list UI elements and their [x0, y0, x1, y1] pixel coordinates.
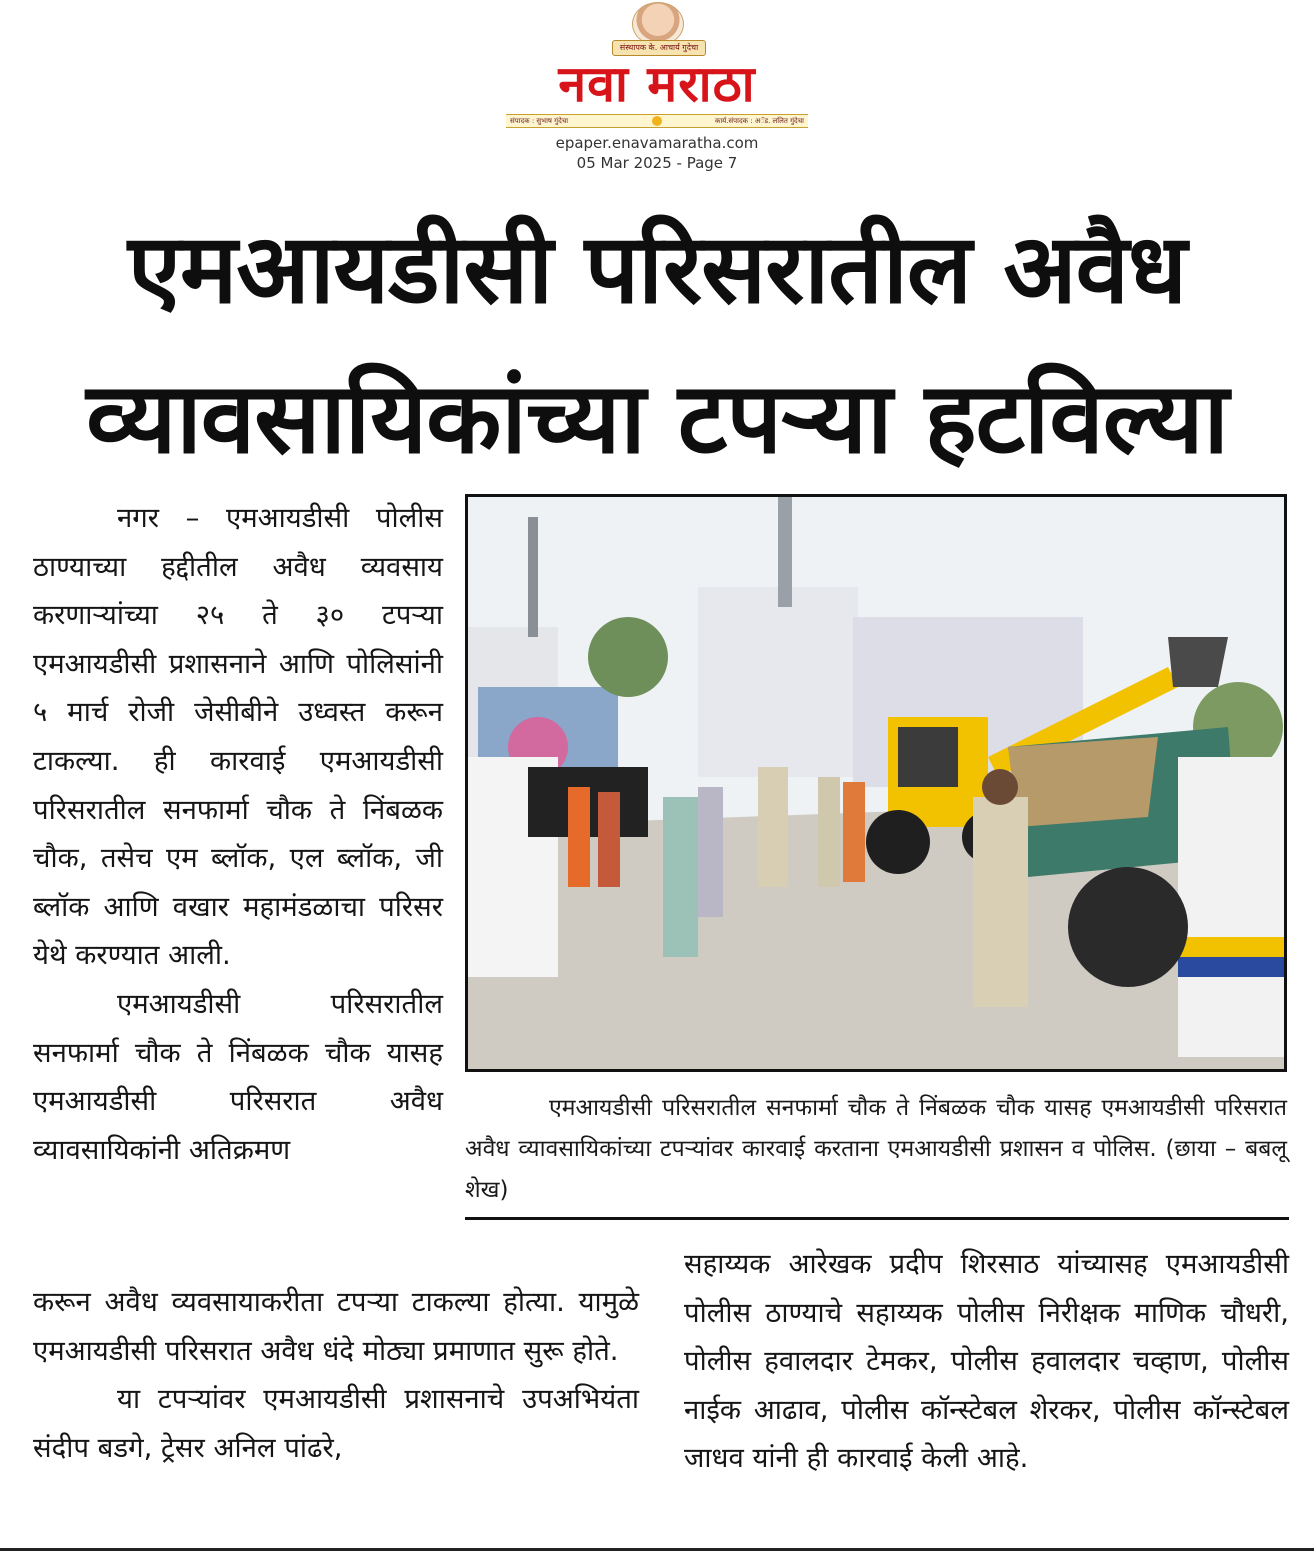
date-page: 05 Mar 2025 - Page 7	[576, 154, 738, 172]
article-column-left	[33, 494, 443, 1174]
article-paragraph-3-left: या टपऱ्यांवर एमआयडीसी प्रशासनाचे उपअभियंता संदीप बडगे, ट्रेसर अनिल पांढरे,	[33, 1383, 639, 1464]
article-paragraph-3-right: सहाय्यक आरेखक प्रदीप शिरसाठ यांच्यासह एमआयडीसी पोलीस ठाण्याचे सहाय्यक पोलीस निरीक्षक माणिक चौधरी, पोलीस हवालदार टेमकर, पोलीस हवालदार चव्हाण, पोलीस नाईक आढाव, पोलीस कॉन्स्टेबल शेरकर, पोलीस कॉन्स्टेबल जाधव यांनी ही कारवाई केली आहे.	[684, 1248, 1289, 1475]
exec-editor-line: कार्य.संपादक : अॅड. ललित गुंदेचा	[714, 117, 804, 125]
article-paragraph-2-bottom: करून अवैध व्यवसायाकरीता टपऱ्या टाकल्या होत्या. यामुळे एमआयडीसी परिसरात अवैध धंदे मोठ्या प्रमाणात सुरू होते.	[33, 1286, 639, 1367]
article-paragraph-2-top: एमआयडीसी परिसरातील सनफार्मा चौक ते निंबळक चौक यासह एमआयडीसी परिसरात अवैध व्यावसायिकांनी अतिक्रमण	[33, 987, 443, 1166]
website-url: epaper.enavamaratha.com	[555, 134, 759, 152]
editor-line: संपादक : सुभाष गुंदेचा	[510, 117, 569, 125]
masthead	[0, 0, 1314, 180]
article-column-bottom-left	[33, 1278, 639, 1472]
caption-divider	[465, 1217, 1289, 1220]
article-paragraph-1: नगर – एमआयडीसी पोलीस ठाण्याच्या हद्दीतील अवैध व्यवसाय करणाऱ्यांच्या २५ ते ३० टपऱ्या एमआयडीसी प्रशासनाने आणि पोलिसांनी ५ मार्च रोजी जेसीबीने उध्वस्त करून टाकल्या. ही कारवाई एमआयडीसी परिसरातील सनफार्मा चौक ते निंबळक चौक, तसेच एम ब्लॉक, एल ब्लॉक, जी ब्लॉक आणि वखार महामंडळाचा परिसर येथे करण्यात आली.	[33, 502, 443, 972]
headline-line-2: व्यावसायिकांच्या टपऱ्या हटविल्या	[86, 362, 1228, 476]
founder-ribbon: संस्थापक के. आचार्य गुदेचा	[612, 40, 706, 56]
headline-line-1: एमआयडीसी परिसरातील अवैध	[127, 213, 1187, 325]
news-photo	[465, 494, 1287, 1072]
article-column-bottom-right	[684, 1240, 1289, 1483]
newspaper-logo: नवा मराठा	[558, 55, 756, 113]
editor-strip	[506, 114, 808, 128]
sun-icon	[652, 116, 662, 126]
photo-caption	[465, 1088, 1287, 1211]
page-bottom-rule	[0, 1548, 1314, 1551]
photo-caption-text: एमआयडीसी परिसरातील सनफार्मा चौक ते निंबळक चौक यासह एमआयडीसी परिसरात अवैध व्यावसायिकांच्या टपऱ्यांवर कारवाई करताना एमआयडीसी प्रशासन व पोलिस. (छाया – बबलू शेख)	[465, 1095, 1287, 1203]
photo-illustration	[468, 497, 1284, 1069]
